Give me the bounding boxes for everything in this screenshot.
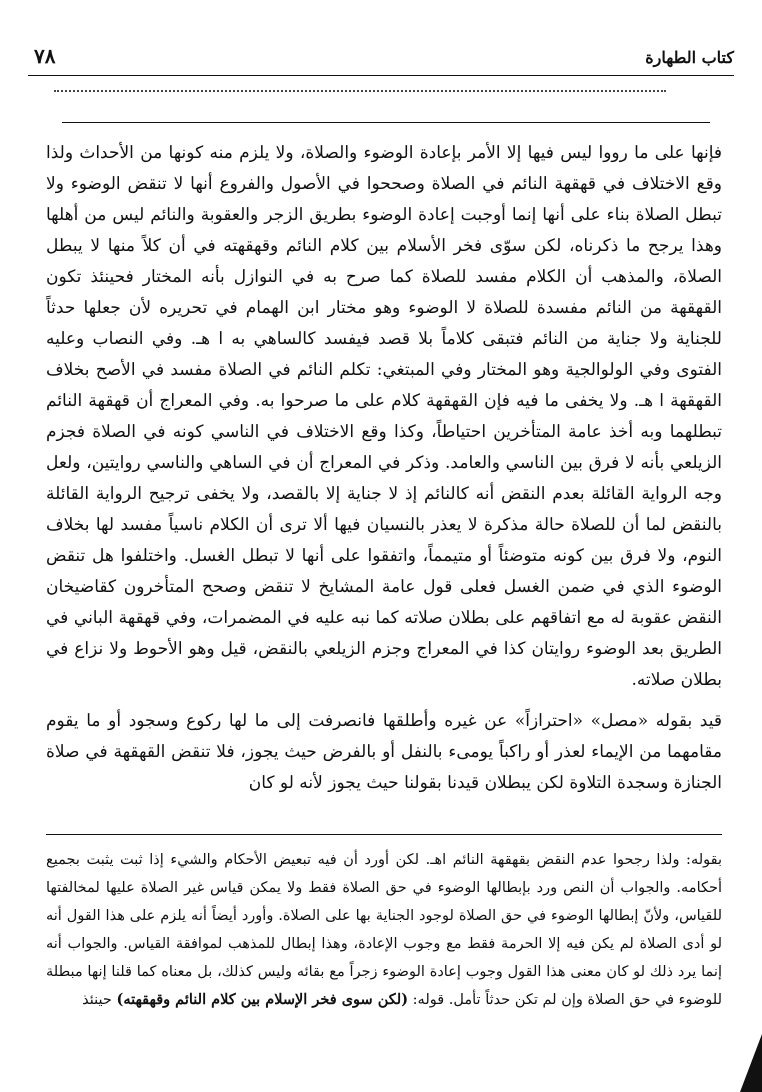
header-rule — [28, 75, 734, 76]
running-title: كتاب الطهارة — [645, 48, 734, 67]
footnote-bold-quote: (لكن سوى فخر الإسلام بين كلام النائم وقهقهته) — [116, 991, 409, 1008]
main-paragraph-1: فإنها على ما رووا ليس فيها إلا الأمر بإعادة الوضوء والصلاة، ولا يلزم منه كونها من الأحداث ولذا وقع الاختلاف في قهقهة النائم في الصلاة وصححوا في الأصول والفروع أنها لا تنقض الوضوء ولا تبطل الصلاة بناء على أنها إنما أوجبت إعادة الوضوء بطريق الزجر والعقوبة والنائم ليس من أهلها وهذا يرجح ما ذكرناه، لكن سوّى فخر الأسلام بين كلام النائم وقهقهته في أن كلاً منها لا يبطل الصلاة، والمذهب أن الكلام مفسد للصلاة كما صرح به في النوازل بأنه المختار فحينئذ تكون القهقهة من النائم مفسدة للصلاة لا الوضوء وهو مختار ابن الهمام في تحريره لأن جعلها حدثاً للجناية ولا جناية من النائم فتبقى كلاماً بلا قصد فيفسد كالساهي به ا هـ. وفي النصاب وعليه الفتوى وفي الولوالجية وهو المختار وفي المبتغي: تكلم النائم في الصلاة مفسد في الأصح بخلاف القهقهة ا هـ. ولا يخفى ما فيه فإن القهقهة كلام على ما صرحوا به. وفي المعراج أن قهقهة النائم تبطلهما وبه أخذ عامة المتأخرين احتياطاً، وكذا وقع الاختلاف في الناسي كونه في الصلاة فجزم الزيلعي بأنه لا فرق بين الناسي والعامد. وذكر في المعراج أن في الساهي والناسي روايتين، ولعل وجه الرواية القائلة بعدم النقض أنه كالنائم إذ لا جناية إلا بالقصد، ولا يخفى ترجيح الرواية القائلة بالنقض لما أن للصلاة حالة مذكرة لا يعذر بالنسيان فيها ألا ترى أن الكلام ناسياً مفسد لها بخلاف النوم، ولا فرق بين كونه متوضئاً أو متيمماً، واتفقوا على أنها لا تبطل الغسل. واختلفوا هل تنقض الوضوء الذي في ضمن الغسل فعلى قول عامة المشايخ لا تنقض وصحح المتأخرون كقاضيخان النقض عقوبة له مع اتفاقهم على بطلان صلاته كما نبه عليه في المضمرات، وفي قهقهة الباني في الطريق بعد الوضوء روايتان كذا في المعراج وجزم الزيلعي بالنقض، قيل وهو الأحوط ولا نزاع في بطلان صلاته. — [46, 143, 723, 690]
section-rule — [62, 122, 710, 123]
page-number: ٧٨ — [34, 44, 56, 68]
main-paragraph-2: قيد بقوله «مصل» «احترازاً» عن غيره وأطلقها فانصرفت إلى ما لها ركوع وسجود أو ما يقوم مقامهما من الإيماء لعذر أو راكباً يومىء بالنفل أو بالفرض حيث يجوز، فلا تنقض القهقهة في صلاة الجنازة وسجدة التلاوة لكن يبطلان قيدنا بقولنا حيث يجوز لأنه لو كان — [46, 711, 722, 793]
dotted-separator — [54, 90, 666, 96]
page-corner-shadow — [740, 1034, 762, 1092]
footnote-trailing: حينئذ — [82, 992, 112, 1008]
footnote-rule — [46, 834, 722, 835]
main-text — [46, 138, 722, 799]
footnote — [46, 846, 722, 1014]
page-header — [28, 44, 734, 74]
footnote-text: بقوله: ولذا رجحوا عدم النقض بقهقهة النائم اهـ. لكن أورد أن فيه تبعيض الأحكام والشيء إذا ثبت يثبت بجميع أحكامه. والجواب أن النص ورد بإبطالها الوضوء في حق الصلاة فقط ولا يمكن قياس غير الصلاة عليها لمخالفتها للقياس، ولأنّ إبطالها الوضوء في حق الصلاة لوجود الجناية بها على الصلاة. وأورد أيضاً أنه يلزم على هذا القول أنه لو أدى الصلاة لم يكن فيه إلا الحرمة فقط مع وجوب الإعادة، وهذا إبطال للمذهب لموافقة القياس. والجواب أنه إنما يرد ذلك لو كان معنى هذا القول وجوب إعادة الوضوء زجراً مع بقائه وليس كذلك، بل معناه كما قلنا إنها مبطلة للوضوء في حق الصلاة وإن لم تكن حدثاً تأمل. قوله: — [46, 852, 722, 1008]
